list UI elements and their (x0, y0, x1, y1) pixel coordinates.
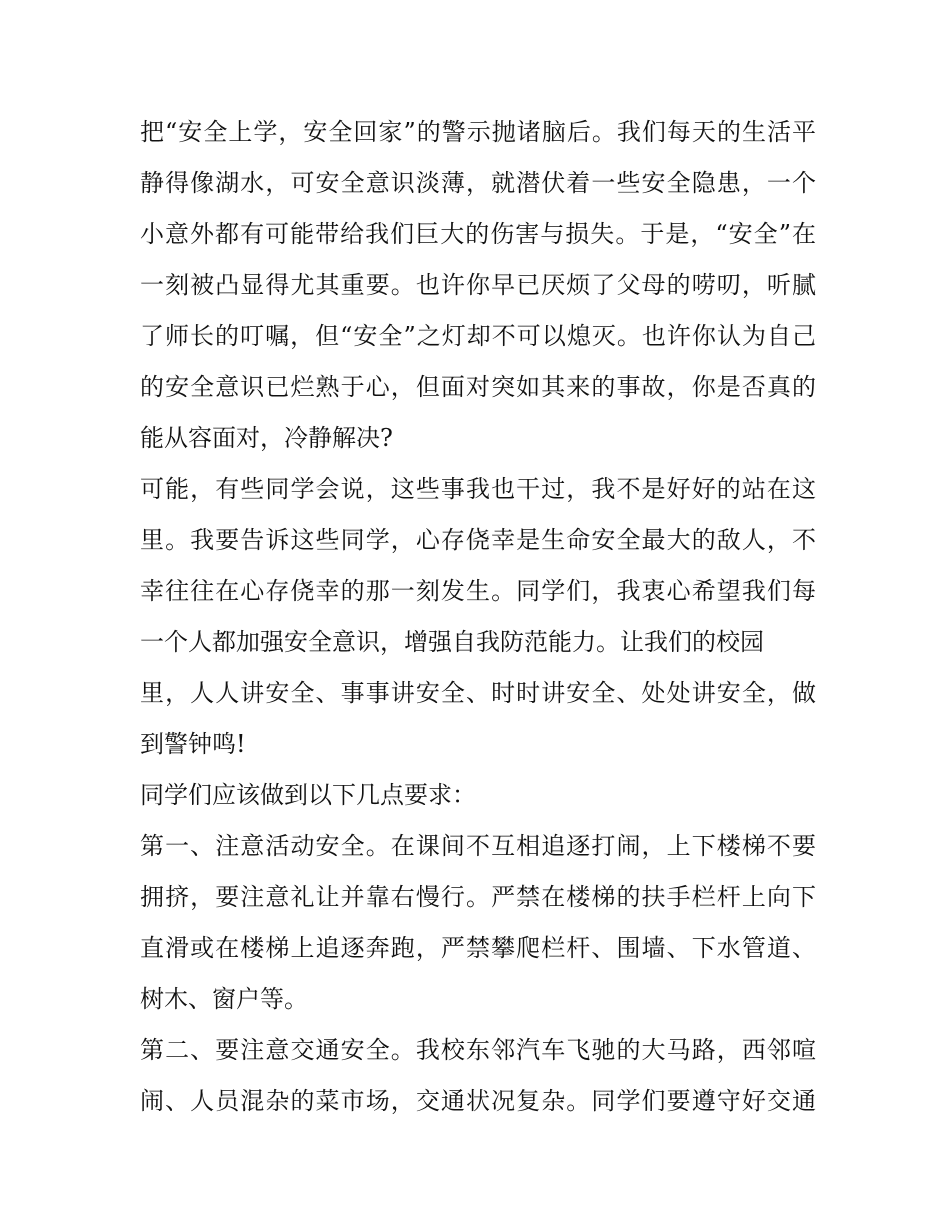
text-line: 直滑或在楼梯上追逐奔跑，严禁攀爬栏杆、围墙、下水管道、 (140, 934, 816, 962)
text-line: 拥挤，要注意礼让并靠右慢行。严禁在楼梯的扶手栏杆上向下 (140, 883, 816, 911)
text-line: 闹、人员混杂的菜市场，交通状况复杂。同学们要遵守好交通 (140, 1087, 816, 1115)
text-line: 到警钟鸣! (140, 730, 246, 758)
text-line: 里，人人讲安全、事事讲安全、时时讲安全、处处讲安全，做 (140, 679, 816, 707)
document-body (140, 107, 816, 1127)
text-line: 里。我要告诉这些同学，心存侥幸是生命安全最大的敌人，不 (140, 526, 816, 554)
text-line: 同学们应该做到以下几点要求： (140, 781, 476, 809)
text-line: 幸往往在心存侥幸的那一刻发生。同学们，我衷心希望我们每 (140, 577, 816, 605)
text-line: 小意外都有可能带给我们巨大的伤害与损失。于是，“安全”在 (140, 220, 816, 248)
text-line: 第二、要注意交通安全。我校东邻汽车飞驰的大马路，西邻喧 (140, 1036, 816, 1064)
text-line: 静得像湖水，可安全意识淡薄，就潜伏着一些安全隐患，一个 (140, 169, 816, 197)
text-line: 了师长的叮嘱，但“安全”之灯却不可以熄灭。也许你认为自己 (140, 322, 816, 350)
text-line: 可能，有些同学会说，这些事我也干过，我不是好好的站在这 (140, 475, 816, 503)
text-line: 一个人都加强安全意识，增强自我防范能力。让我们的校园 (140, 628, 764, 656)
text-line: 树木、窗户等。 (140, 985, 308, 1013)
text-line: 第一、注意活动安全。在课间不互相追逐打闹，上下楼梯不要 (140, 832, 816, 860)
text-line: 把“安全上学，安全回家”的警示抛诸脑后。我们每天的生活平 (140, 118, 816, 146)
text-line: 的安全意识已烂熟于心，但面对突如其来的事故，你是否真的 (140, 373, 816, 401)
text-line: 能从容面对，冷静解决? (140, 424, 393, 452)
text-line: 一刻被凸显得尤其重要。也许你早已厌烦了父母的唠叨，听腻 (140, 271, 816, 299)
